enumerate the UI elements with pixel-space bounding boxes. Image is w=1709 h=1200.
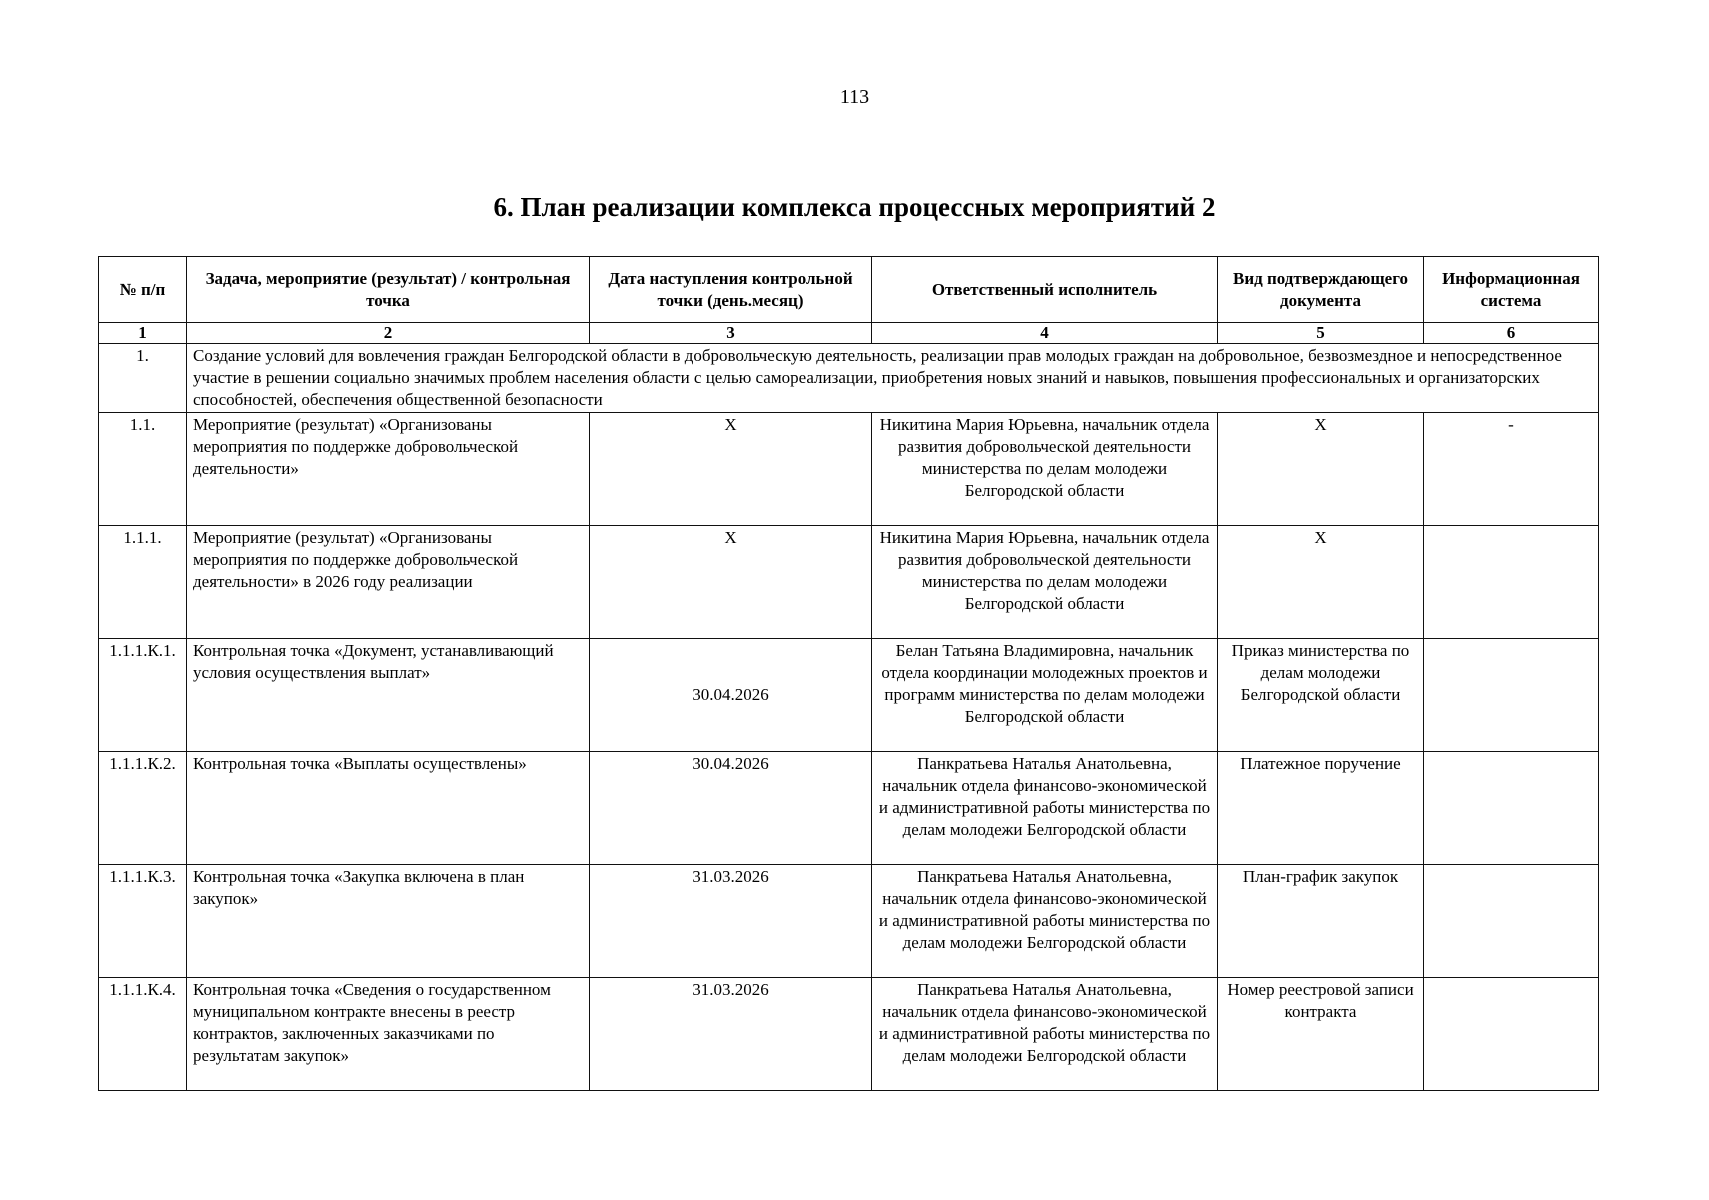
table-row xyxy=(99,639,1599,752)
row-task: Контрольная точка «Закупка включена в план закупок» xyxy=(187,865,590,978)
row-info-system xyxy=(1424,526,1599,639)
row-number: 1.1.1.К.3. xyxy=(99,865,187,978)
row-date: Х xyxy=(590,413,872,526)
row-date: 31.03.2026 xyxy=(590,978,872,1091)
table-row xyxy=(99,752,1599,865)
page-title: 6. План реализации комплекса процессных мероприятий 2 xyxy=(493,192,1216,222)
row-task: Контрольная точка «Сведения о государственном муниципальном контракте внесены в реестр контрактов, заключенных заказчиками по результатам закупок» xyxy=(187,978,590,1091)
column-number: 4 xyxy=(872,323,1218,344)
row-number: 1.1.1.К.2. xyxy=(99,752,187,865)
header-doc-type: Вид подтверждающего документа xyxy=(1218,257,1424,323)
row-info-system xyxy=(1424,978,1599,1091)
row-doc-type: Х xyxy=(1218,413,1424,526)
row-date: 31.03.2026 xyxy=(590,865,872,978)
row-executor: Белан Татьяна Владимировна, начальник отдела координации молодежных проектов и программ министерства по делам молодежи Белгородской области xyxy=(872,639,1218,752)
row-executor: Панкратьева Наталья Анатольевна, начальник отдела финансово-экономической и административной работы министерства по делам молодежи Белгородской области xyxy=(872,752,1218,865)
header-task: Задача, мероприятие (результат) / контрольная точка xyxy=(187,257,590,323)
row-date: Х xyxy=(590,526,872,639)
row-number: 1.1. xyxy=(99,413,187,526)
column-number: 3 xyxy=(590,323,872,344)
column-number: 5 xyxy=(1218,323,1424,344)
row-info-system: - xyxy=(1424,413,1599,526)
row-executor: Никитина Мария Юрьевна, начальник отдела развития добровольческой деятельности министерства по делам молодежи Белгородской области xyxy=(872,526,1218,639)
header-num: № п/п xyxy=(99,257,187,323)
table-row xyxy=(99,413,1599,526)
row-task: Мероприятие (результат) «Организованы мероприятия по поддержке добровольческой деятельности» xyxy=(187,413,590,526)
row-date: 30.04.2026 xyxy=(590,752,872,865)
header-row xyxy=(99,257,1599,323)
row-executor: Никитина Мария Юрьевна, начальник отдела развития добровольческой деятельности министерства по делам молодежи Белгородской области xyxy=(872,413,1218,526)
row-number: 1.1.1.К.1. xyxy=(99,639,187,752)
row-doc-type: Приказ министерства по делам молодежи Белгородской области xyxy=(1218,639,1424,752)
column-number: 2 xyxy=(187,323,590,344)
table-row xyxy=(99,978,1599,1091)
row-doc-type: Х xyxy=(1218,526,1424,639)
task-number: 1. xyxy=(99,344,187,413)
table-row xyxy=(99,526,1599,639)
column-numbers-row xyxy=(99,323,1599,344)
header-info-system: Информационная система xyxy=(1424,257,1599,323)
row-doc-type: Номер реестровой записи контракта xyxy=(1218,978,1424,1091)
row-task: Мероприятие (результат) «Организованы мероприятия по поддержке добровольческой деятельности» в 2026 году реализации xyxy=(187,526,590,639)
row-info-system xyxy=(1424,639,1599,752)
table-row xyxy=(99,865,1599,978)
row-executor: Панкратьева Наталья Анатольевна, начальник отдела финансово-экономической и административной работы министерства по делам молодежи Белгородской области xyxy=(872,978,1218,1091)
header-date: Дата наступления контрольной точки (день.месяц) xyxy=(590,257,872,323)
row-date: 30.04.2026 xyxy=(590,639,872,752)
task-description: Создание условий для вовлечения граждан Белгородской области в добровольческую деятельность, реализации прав молодых граждан на добровольное, безвозмездное и непосредственное участие в решении социально значимых проблем населения области с целью самореализации, приобретения новых знаний и навыков, повышения профессиональных и организаторских способностей, обеспечения общественной безопасности xyxy=(187,344,1599,413)
column-number: 6 xyxy=(1424,323,1599,344)
row-task: Контрольная точка «Документ, устанавливающий условия осуществления выплат» xyxy=(187,639,590,752)
row-executor: Панкратьева Наталья Анатольевна, начальник отдела финансово-экономической и административной работы министерства по делам молодежи Белгородской области xyxy=(872,865,1218,978)
task-row xyxy=(99,344,1599,413)
row-task: Контрольная точка «Выплаты осуществлены» xyxy=(187,752,590,865)
row-number: 1.1.1. xyxy=(99,526,187,639)
column-number: 1 xyxy=(99,323,187,344)
header-executor: Ответственный исполнитель xyxy=(872,257,1218,323)
row-doc-type: План-график закупок xyxy=(1218,865,1424,978)
row-doc-type: Платежное поручение xyxy=(1218,752,1424,865)
plan-table xyxy=(98,256,1599,1091)
row-info-system xyxy=(1424,752,1599,865)
row-number: 1.1.1.К.4. xyxy=(99,978,187,1091)
page-number: 113 xyxy=(839,86,870,108)
row-info-system xyxy=(1424,865,1599,978)
